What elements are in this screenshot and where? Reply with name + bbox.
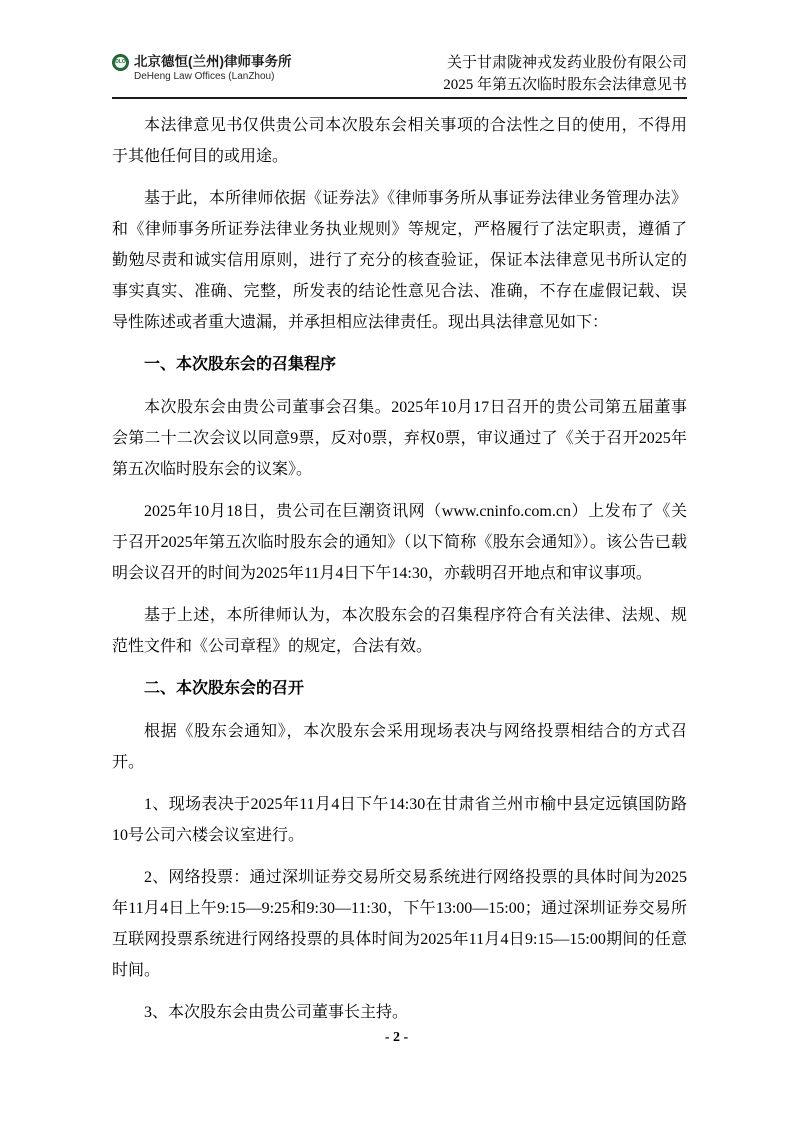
firm-name-en: DeHeng Law Offices (LanZhou) [134,71,275,82]
firm-logo-monogram: DLO [115,57,126,68]
document-body [112,110,687,1039]
header-title-line2: 2025 年第五次临时股东会法律意见书 [443,77,687,93]
section-heading-1-convening-procedure: 一、本次股东会的召集程序 [144,356,337,373]
section-heading-2-meeting-holding: 二、本次股东会的召开 [144,680,305,697]
paragraph-legal-basis: 基于此，本所律师依据《证券法》《律师事务所从事证券法律业务管理办法》和《律师事务所证券法律业务执业规则》等规定，严格履行了法定职责，遵循了勤勉尽责和诚实信用原则，进行了充分的核查验证，保证本法律意见书所认定的事实真实、准确、完整，所发表的结论性意见合法、准确，不存在虚假记载、误导性陈述或者重大遗漏，并承担相应法律责任。现出具法律意见如下： [112,190,687,331]
paragraph-voting-method: 根据《股东会通知》，本次股东会采用现场表决与网络投票相结合的方式召开。 [112,723,687,771]
paragraph-meeting-chair: 3、本次股东会由贵公司董事长主持。 [144,1004,409,1021]
paragraph-online-voting: 2、网络投票：通过深圳证券交易所交易系统进行网络投票的具体时间为2025年11月4日上午9:15—9:25和9:30—11:30，下午13:00—15:00；通过深圳证券交易所互联网投票系统进行网络投票的具体时间为2025年11月4日9:15—15:00期间的任意时间。 [112,869,687,979]
firm-names [134,54,292,83]
paragraph-usage-restriction: 本法律意见书仅供贵公司本次股东会相关事项的合法性之目的使用，不得用于其他任何目的或用途。 [112,117,687,165]
header-divider [112,97,687,99]
firm-logo-icon [112,54,129,71]
paragraph-convening-conclusion: 基于上述，本所律师认为，本次股东会的召集程序符合有关法律、法规、规范性文件和《公司章程》的规定，合法有效。 [112,607,687,655]
header-title-line1: 关于甘肃陇神戎发药业股份有限公司 [446,55,687,71]
firm-name-cn: 北京德恒(兰州)律师事务所 [134,54,292,69]
paragraph-board-resolution: 本次股东会由贵公司董事会召集。2025年10月17日召开的贵公司第五届董事会第二十二次会议以同意9票，反对0票，弃权0票，审议通过了《关于召开2025年第五次临时股东会的议案》。 [112,399,687,478]
page-header [112,52,687,96]
page-number: - 2 - [384,1030,409,1045]
paragraph-onsite-voting: 1、现场表决于2025年11月4日下午14:30在甘肃省兰州市榆中县定远镇国防路10号公司六楼会议室进行。 [112,796,687,844]
firm-identity [112,52,292,83]
document-header-title [443,52,687,96]
paragraph-notice-publication: 2025年10月18日，贵公司在巨潮资讯网（www.cninfo.com.cn）上发布了《关于召开2025年第五次临时股东会的通知》（以下简称《股东会通知》）。该公告已载明会议召开的时间为2025年11月4日下午14:30，亦载明召开地点和审议事项。 [112,503,687,582]
page-footer [0,1030,793,1046]
